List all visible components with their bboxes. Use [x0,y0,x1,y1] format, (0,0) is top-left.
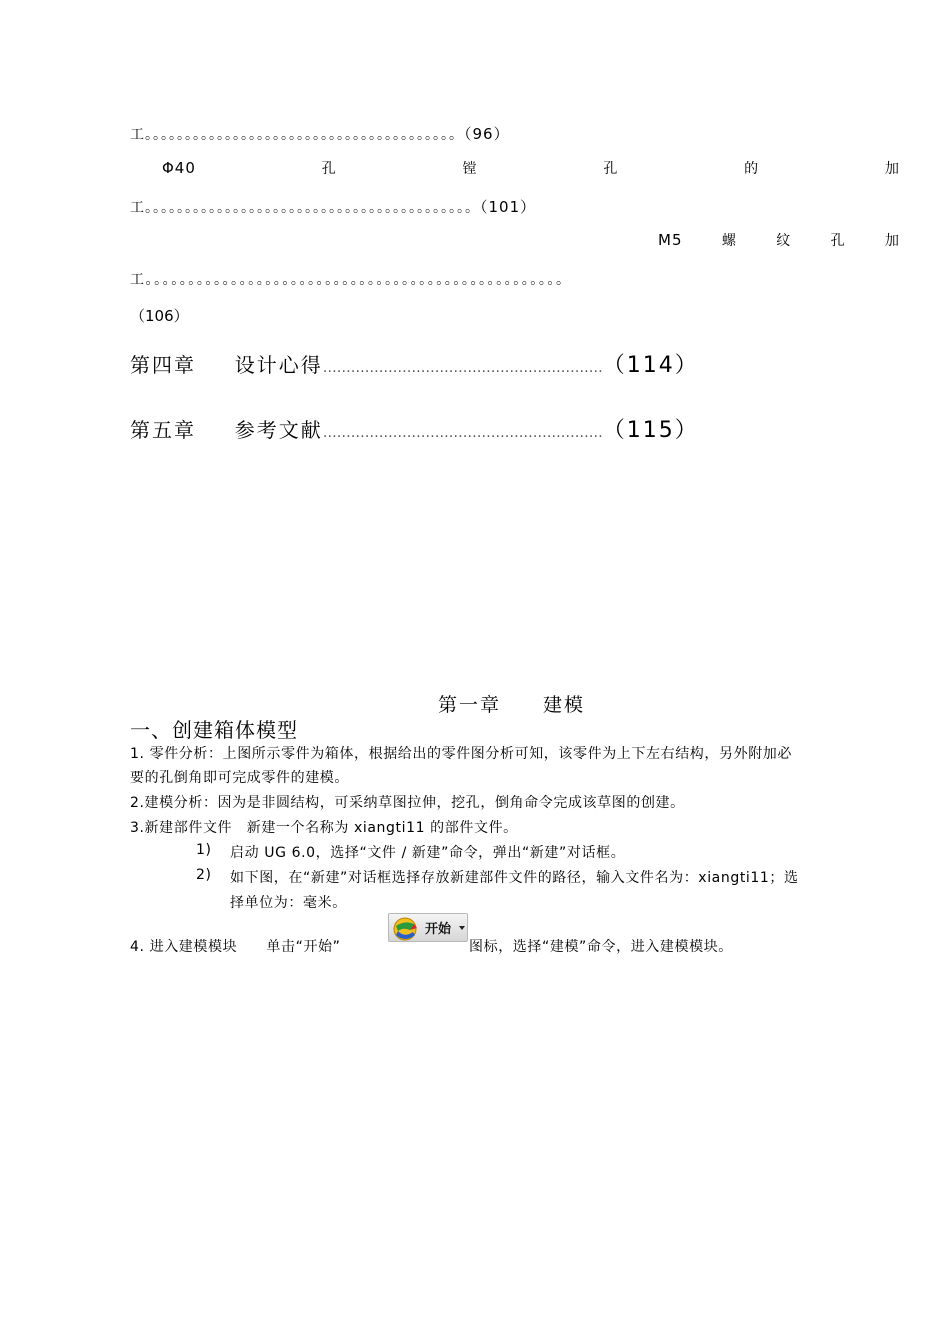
toc-line-4 [658,230,900,250]
ug-logo-icon [392,916,420,942]
toc-line-2-word: 加 [884,161,900,177]
toc-line-6 [130,305,189,326]
toc-line-1 [130,123,510,144]
toc-line-2-word: Φ40 [162,159,196,177]
step-1-text: 启动 UG 6.0，选择“文件 / 新建”命令，弹出“新建”对话框。 [230,845,626,861]
toc-chapter-5-page: （115） [602,418,699,443]
toc-line-3-text: 工。。。。。。。。。。。。。。。。。。。。。。。。。。。。。。。。。。。。。。。。。 [130,200,480,216]
toc-line-3-page: （101） [480,198,537,216]
start-button-label: 开始 [425,922,452,937]
paragraph-4-start: 4. 进入建模模块 单击“开始” [130,939,341,955]
start-button[interactable] [388,913,468,942]
toc-chapter-5-label: 第五章 [130,418,196,442]
toc-chapter-5-title: 参考文献 [234,418,323,442]
toc-line-2-word: 孔 [321,161,337,177]
toc-line-4-word: M5 [658,231,683,249]
paragraph-1: 1. 零件分析：上图所示零件为箱体，根据给出的零件图分析可知，该零件为上下左右结构，另外附加必 [130,746,793,762]
step-2-text-cont: 择单位为：毫米。 [230,895,347,911]
toc-chapter-4-label: 第四章 [130,353,196,377]
toc-line-2-word: 镗 [462,161,478,177]
toc-chapter-4-page: （114） [602,353,699,378]
step-1-number: 1) [196,842,212,858]
toc-line-4-word: 孔 [830,233,846,249]
paragraph-3: 3.新建部件文件 新建一个名称为 xiangti11 的部件文件。 [130,820,518,836]
section-heading: 一、创建箱体模型 [130,718,298,742]
toc-chapter-5 [130,413,699,444]
paragraph-4-end: 图标，选择“建模”命令，进入建模模块。 [469,939,733,955]
paragraph-2: 2.建模分析：因为是非圆结构，可采纳草图拉伸，挖孔，倒角命令完成该草图的创建。 [130,795,685,811]
toc-chapter-4-title: 设计心得 [234,353,323,377]
toc-chapter-4-dots: …………………………………………………… [322,360,603,376]
step-2-text: 如下图，在“新建”对话框选择存放新建部件文件的路径，输入文件名为：xiangti11；选 [230,870,799,886]
toc-line-2-word: 孔 [603,161,619,177]
toc-line-4-word: 螺 [721,233,737,249]
toc-line-3 [130,196,536,217]
toc-chapter-4 [130,348,699,379]
step-2-number: 2) [196,867,212,883]
toc-line-2-word: 的 [744,161,760,177]
toc-line-1-page: （96） [464,125,510,143]
chevron-down-icon [459,926,465,930]
toc-line-4-word: 纹 [776,233,792,249]
toc-line-6-page: （106） [130,307,189,325]
paragraph-1-cont: 要的孔倒角即可完成零件的建模。 [130,770,349,786]
toc-line-5 [130,269,572,289]
toc-line-1-text: 工。。。。。。。。。。。。。。。。。。。。。。。。。。。。。。。。。。。。。。。 [130,127,464,143]
toc-line-2 [162,158,900,178]
toc-chapter-5-dots: …………………………………………………… [322,425,603,441]
chapter-title: 第一章 建模 [438,694,586,716]
toc-line-5-text: 工。。。。。。。。。。。。。。。。。。。。。。。。。。。。。。。。。。。。。。。。。。。。。。。。。 [130,272,572,288]
toc-line-4-word: 加 [885,233,900,249]
